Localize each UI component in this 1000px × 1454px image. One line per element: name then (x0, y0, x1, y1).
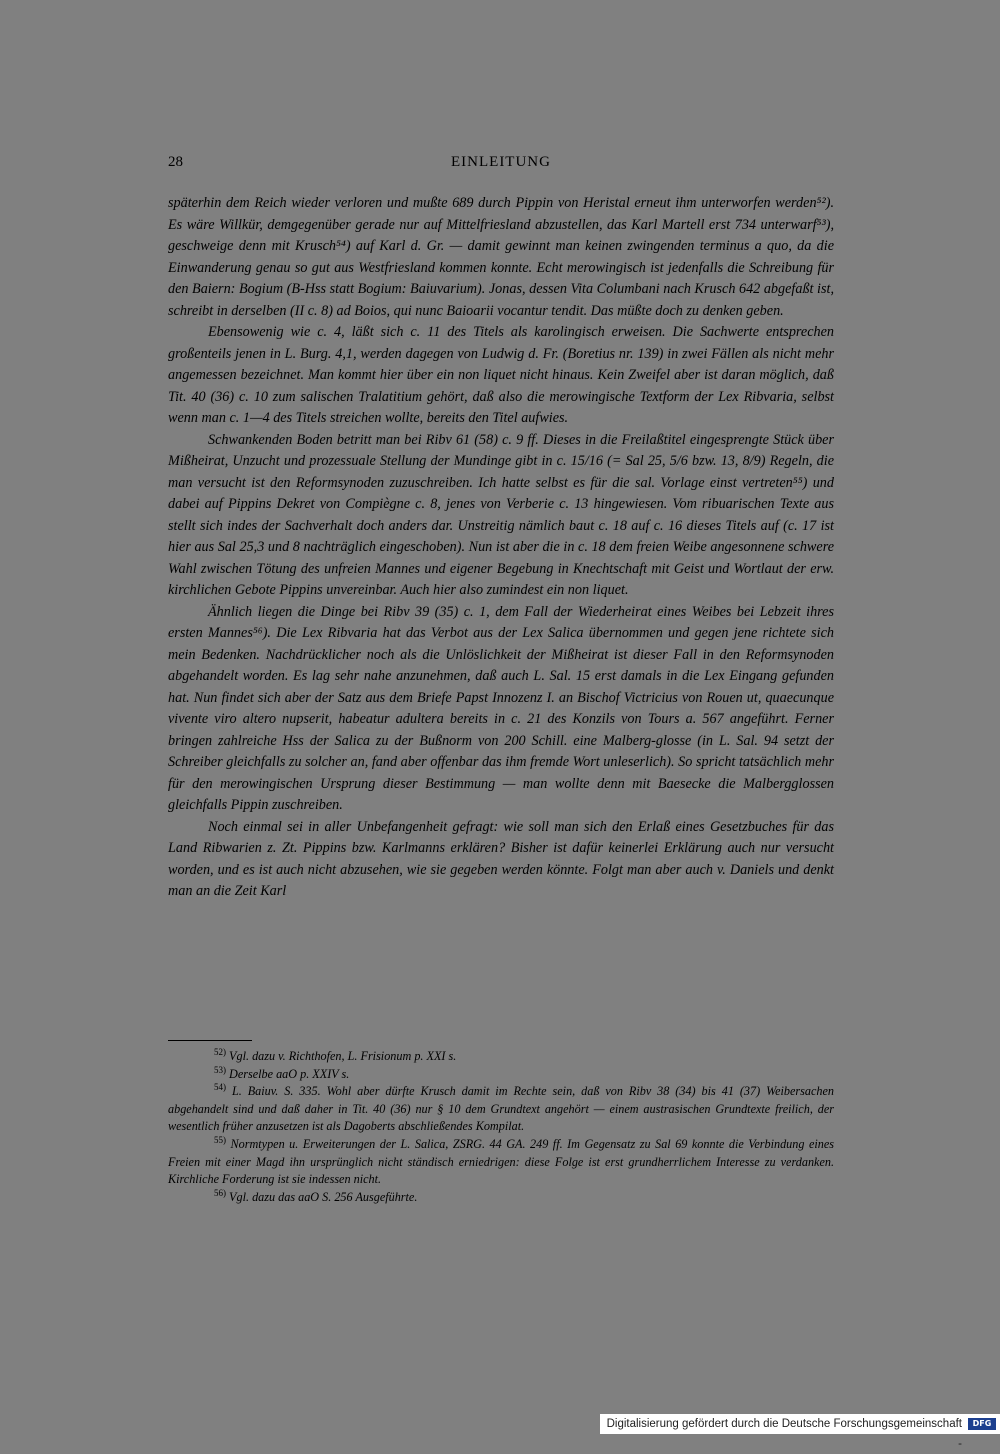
footnote-divider (168, 1040, 252, 1041)
footnote-text: L. Baiuv. S. 335. Wohl aber dürfte Krusch damit im Rechte sein, daß von Ribv 38 (34) bis 41 (37) Weibersachen abgehandelt sind und daß daher in Tit. 40 (36) nur § 10 dem Grundtext angehört — einem austrasischen Grundtexte freilich, der wesentlich früher anzusetzen ist als Dagoberts abschließendes Kompilat. (168, 1084, 835, 1134)
footnote-number: 56) (214, 1187, 226, 1198)
footnote-number: 54) (214, 1082, 226, 1093)
paragraph-2: Ebensowenig wie c. 4, läßt sich c. 11 des Titels als karolingisch erweisen. Die Sachwerte entsprechen großenteils jenen in L. Burg. 4,1, werden dagegen von Ludwig d. Fr. (Boretius nr. 139) in zwei Fällen als nicht mehr angemessen bezeichnet. Man kommt hier über ein non liquet nicht hinaus. Kein Zweifel aber ist daran möglich, daß Tit. 40 (36) c. 10 zum salischen Tralatitium gehört, daß also die merowingische Textform der Lex Ribvaria, selbst wenn man c. 1—4 des Titels streichen wollte, bereits den Titel aufwies. (168, 324, 834, 426)
footnote-53 (168, 1066, 834, 1084)
paragraph-3: Schwankenden Boden betritt man bei Ribv 61 (58) c. 9 ff. Dieses in die Freilaßtitel eingesprengte Stück über Mißheirat, Unzucht und prozessuale Stellung der Mundinge gibt in c. 15/16 (= Sal 25, 5/6 bzw. 13, 8/9) Regeln, die man versucht ist den Reformsynoden zuzuschreiben. Ich hatte selbst es für die sal. Vorlage einst vertreten⁵⁵) und dabei auf Pippins Dekret von Compiègne c. 8, jenes von Verberie c. 13 hingewiesen. Vom ribuarischen Texte aus stellt sich indes der Sachverhalt doch anders dar. Unstreitig nämlich baut c. 18 auf c. 16 dieses Titels auf (c. 17 ist hier aus Sal 25,3 und 8 nachträglich eingeschoben). Nun ist aber die in c. 18 dem freien Weibe angesonnene schwere Wahl zwischen Tötung des unfreien Mannes und eigener Begebung in Knechtschaft mit Geist und Wortlaut der erw. kirchlichen Gebote Pippins unvereinbar. Auch hier also zumindest ein non liquet. (168, 431, 834, 598)
footnote-number: 55) (214, 1134, 226, 1145)
page-header (168, 154, 834, 174)
page-number: 28 (168, 154, 183, 170)
footnote-text: Vgl. dazu das aaO S. 256 Ausgeführte. (229, 1189, 418, 1204)
digitization-credit (600, 1414, 1000, 1450)
footnotes (168, 1048, 834, 1206)
footnote-number: 52) (214, 1046, 226, 1057)
dfg-logo-icon: DFG (968, 1418, 996, 1430)
footnote-52 (168, 1048, 834, 1066)
main-text (168, 193, 834, 903)
paragraph-1: späterhin dem Reich wieder verloren und mußte 689 durch Pippin von Heristal erneut ihm unterworfen werden⁵²). Es wäre Willkür, demgegenüber gerade nur auf Mittelfriesland abzustellen, das Karl Martell erst 734 unterwarf⁵³), geschweige denn mit Krusch⁵⁴) auf Karl d. Gr. — damit gewinnt man keinen zwingenden terminus a quo, da die Einwanderung genau so gut aus Westfriesland kommen konnte. Echt merowingisch ist jedenfalls die Schreibung für den Baiern: Bogium (B-Hss statt Bogium: Baiuvarium). Jonas, dessen Vita Columbani nach Krusch 642 abgefaßt ist, schreibt in derselben (II c. 8) ad Boios, qui nunc Baioarii vocantur tendit. Das müßte doch zu denken geben. (168, 195, 834, 319)
footnote-56 (168, 1189, 834, 1207)
running-head: EINLEITUNG (451, 154, 551, 170)
footnote-number: 53) (214, 1064, 226, 1075)
credit-text: Digitalisierung gefördert durch die Deutsche Forschungsgemeinschaft - (606, 1418, 962, 1450)
footnote-text: Derselbe aaO p. XXIV s. (229, 1066, 350, 1081)
footnote-55 (168, 1136, 834, 1189)
footnote-54 (168, 1083, 834, 1136)
paragraph-4: Ähnlich liegen die Dinge bei Ribv 39 (35) c. 1, dem Fall der Wiederheirat eines Weibes bei Lebzeit ihres ersten Mannes⁵⁶). Die Lex Ribvaria hat das Verbot aus der Lex Salica übernommen und gegen jene richtete sich mein Bedenken. Nachdrücklicher noch als die Unlöslichkeit der Mißheirat ist dieser Fall in den Reformsynoden abgehandelt worden. Es lag sehr nahe anzunehmen, daß auch L. Sal. 15 erst damals in die Lex Eingang gefunden hat. Nun findet sich aber der Satz aus dem Briefe Papst Innozenz I. an Bischof Victricius von Rouen ut, quaecunque vivente viro altero nupserit, habeatur adultera bereits in c. 21 des Konzils von Tours a. 567 angeführt. Ferner bringen zahlreiche Hss der Salica zu der Bußnorm von 200 Schill. eine Malberg-glosse (in L. Sal. 94 setzt der Schreiber gleichfalls zu solcher an, fand aber offenbar das ihm fremde Wort unleserlich). So spricht tatsächlich mehr für den merowingischen Ursprung dieser Bestimmung — man wollte denn mit Baesecke die Malbergglossen gleichfalls Pippin zuschreiben. (168, 603, 834, 813)
footnote-text: Normtypen u. Erweiterungen der L. Salica, ZSRG. 44 GA. 249 ff. Im Gegensatz zu Sal 69 konnte die Verbindung eines Freien mit einer Magd ihn ursprünglich nicht ständisch erniedrigen: diese Folge ist erst grundherrlichem Interesse zu verdanken. Kirchliche Forderung ist sie indessen nicht. (168, 1136, 835, 1187)
footnote-text: Vgl. dazu v. Richthofen, L. Frisionum p. XXI s. (229, 1049, 457, 1063)
paragraph-5: Noch einmal sei in aller Unbefangenheit gefragt: wie soll man sich den Erlaß eines Gesetzbuches für das Land Ribwarien z. Zt. Pippins bzw. Karlmanns erklären? Bisher ist dafür keinerlei Erklärung auch nur versucht worden, und es ist auch nicht abzusehen, wie sie gegeben werden könnte. Folgt man aber auch v. Daniels und denkt man an die Zeit Karl (168, 818, 834, 899)
